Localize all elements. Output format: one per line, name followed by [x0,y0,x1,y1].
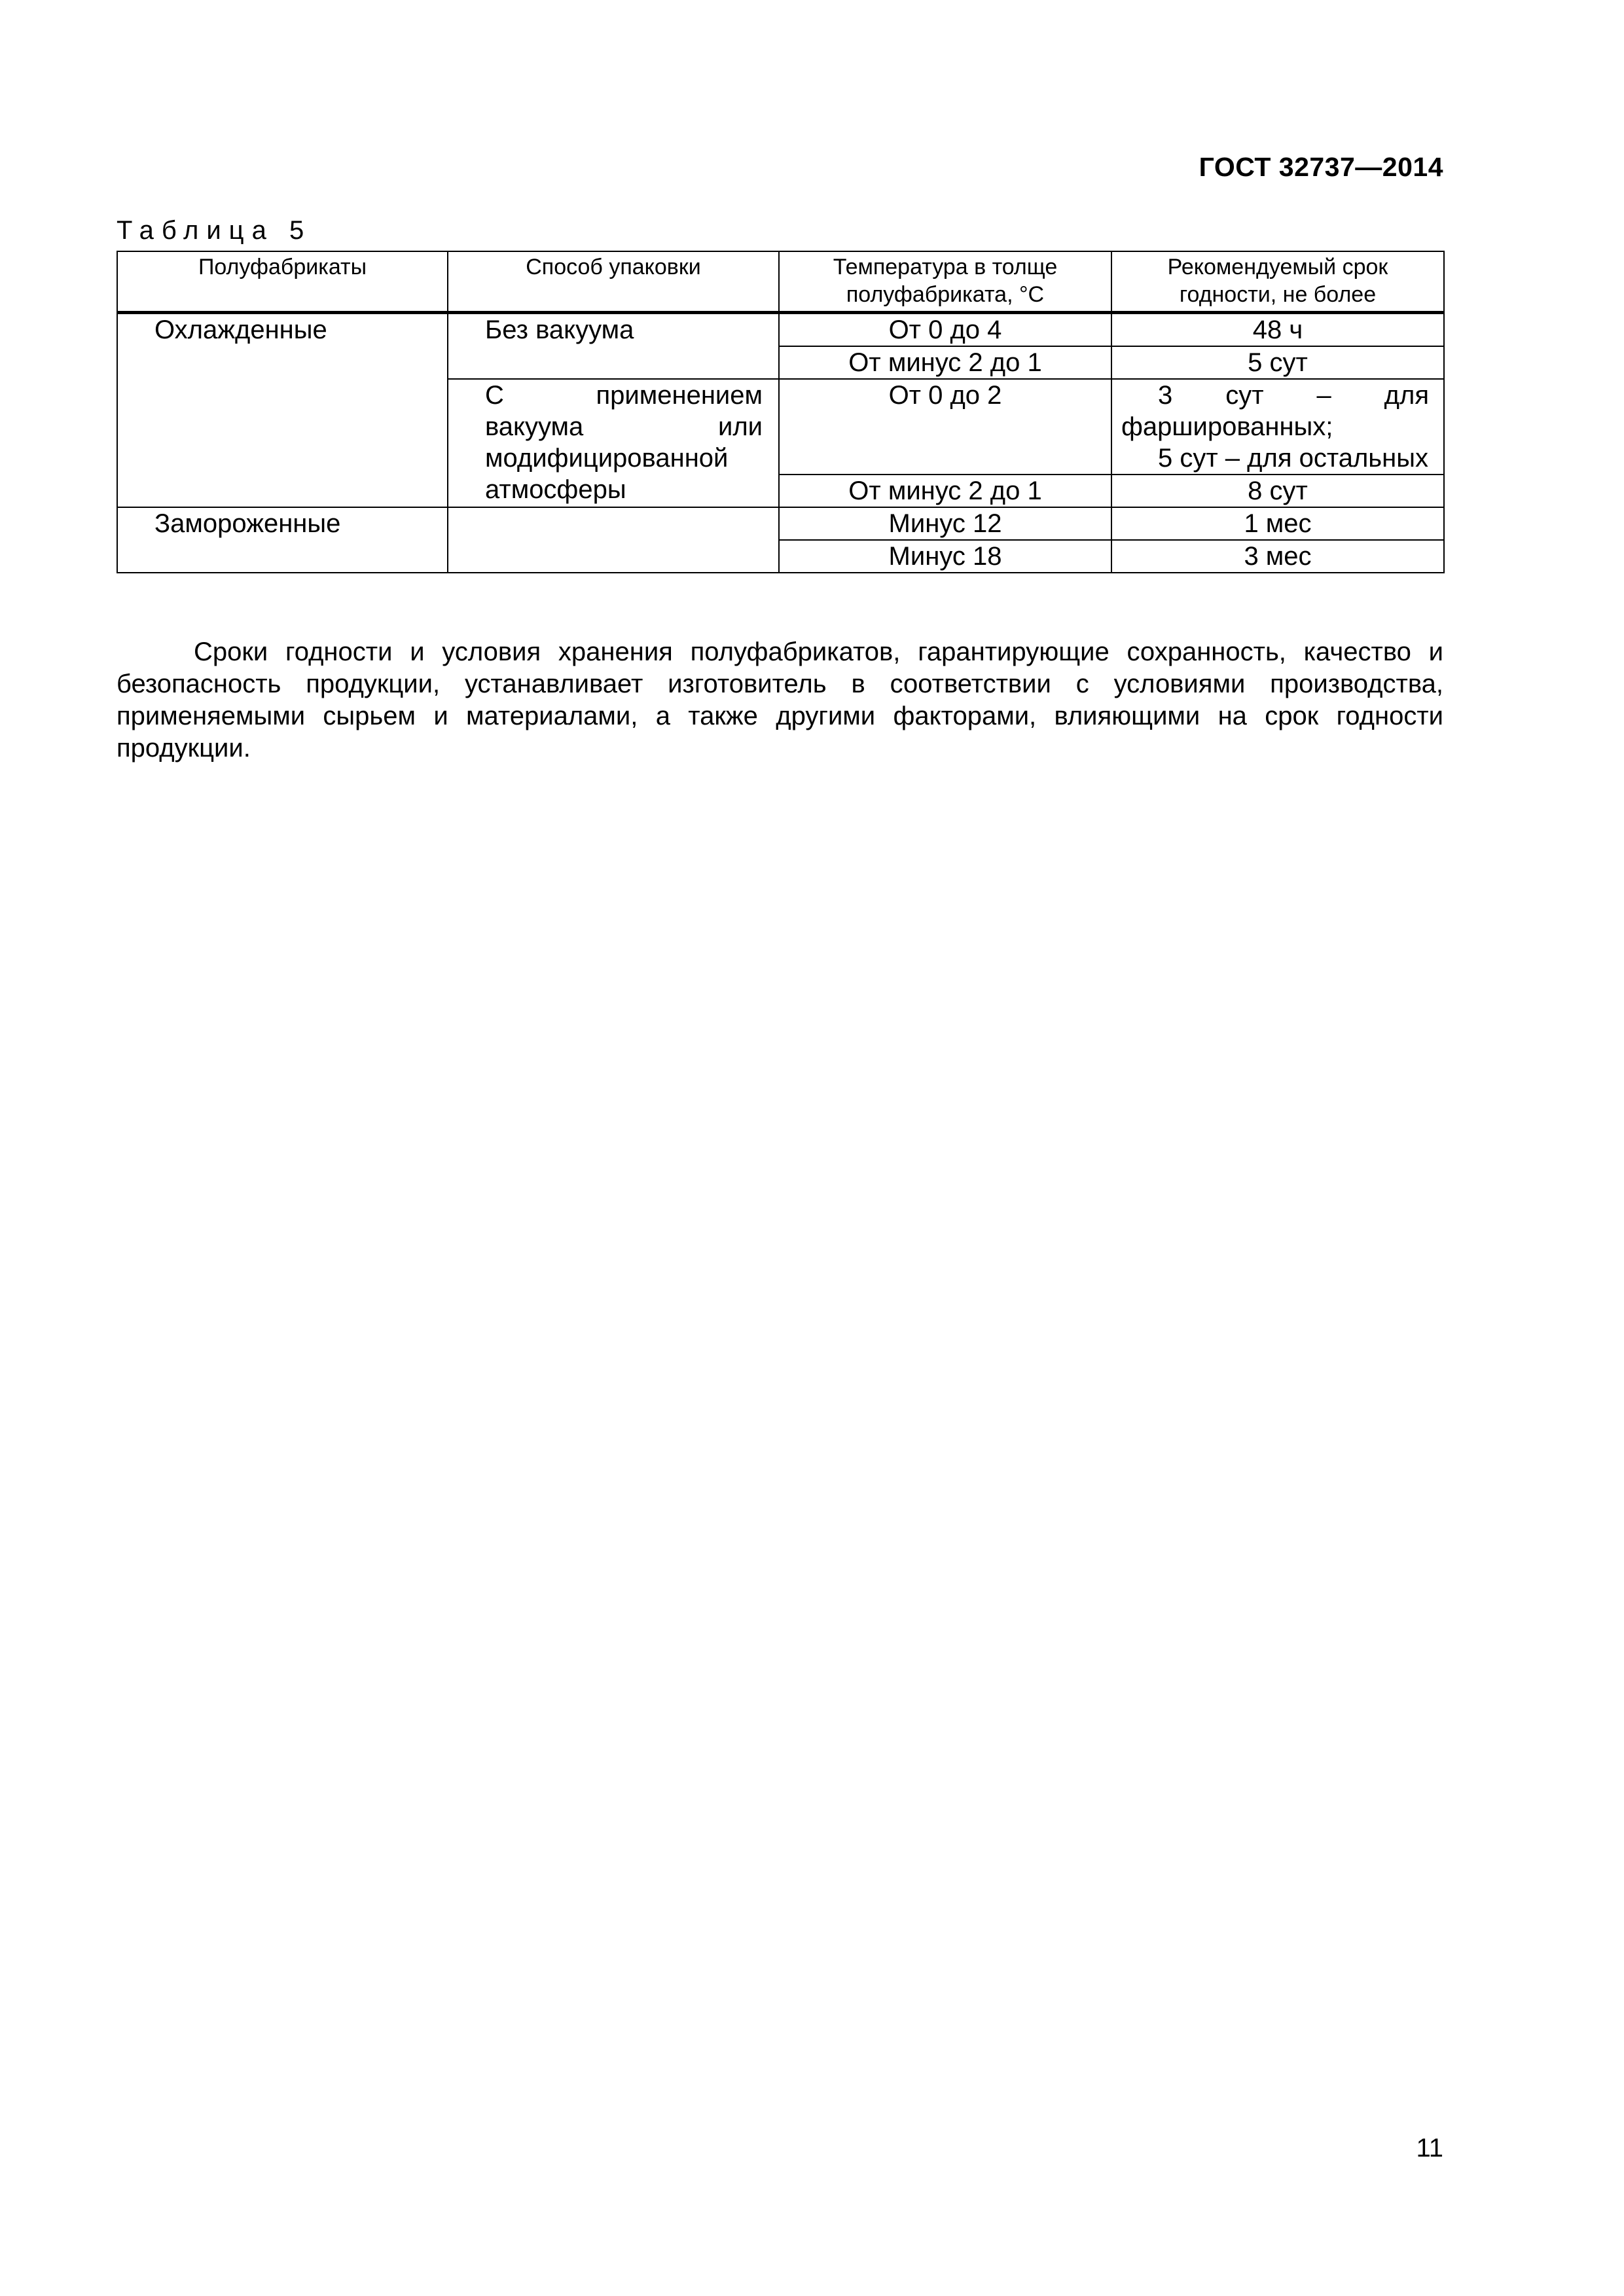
temperature-cell: От минус 2 до 1 [779,346,1111,379]
shelf-life-stuffed: 3 сут – для фаршированных; [1121,381,1429,441]
column-header-products: Полуфабрикаты [117,251,448,313]
shelf-life-other: 5 сут – для остальных [1158,444,1428,473]
table-row [117,313,1444,347]
product-cell-chilled: Охлажденные [117,313,448,508]
temperature-cell: От 0 до 2 [779,379,1111,475]
document-standard-header: ГОСТ 32737—2014 [1199,152,1443,182]
column-header-packaging: Способ упаковки [448,251,779,313]
shelf-life-table [117,251,1445,573]
shelf-life-cell-multiline [1111,379,1444,475]
body-paragraph: Сроки годности и условия хранения полуфабрикатов, гарантирующие сохранность, качество и безопасность продукции, устанавливает изготовитель в соответствии с условиями производства, применяемыми сырьем и материалами, а также другими факторами, влияющими на срок годности продукции. [117,637,1443,762]
packaging-cell-no-vacuum: Без вакуума [448,313,779,380]
shelf-life-cell: 3 мес [1111,540,1444,573]
temperature-cell: Минус 18 [779,540,1111,573]
shelf-life-cell: 8 сут [1111,475,1444,507]
temperature-cell: От 0 до 4 [779,313,1111,347]
temperature-cell: От минус 2 до 1 [779,475,1111,507]
column-header-shelf-life: Рекомендуемый срок годности, не более [1111,251,1444,313]
shelf-life-cell: 1 мес [1111,507,1444,540]
table-caption: Таблица 5 [117,216,312,245]
packaging-cell-vacuum: С применением вакуума или модифицированной атмосферы [448,379,779,507]
temperature-cell: Минус 12 [779,507,1111,540]
product-cell-frozen: Замороженные [117,507,448,573]
page-number: 11 [1416,2134,1443,2162]
table-row [117,507,1444,540]
packaging-cell-frozen [448,507,779,573]
shelf-life-cell: 5 сут [1111,346,1444,379]
shelf-life-cell: 48 ч [1111,313,1444,347]
table-header-row [117,251,1444,313]
column-header-temperature: Температура в толще полуфабриката, °С [779,251,1111,313]
